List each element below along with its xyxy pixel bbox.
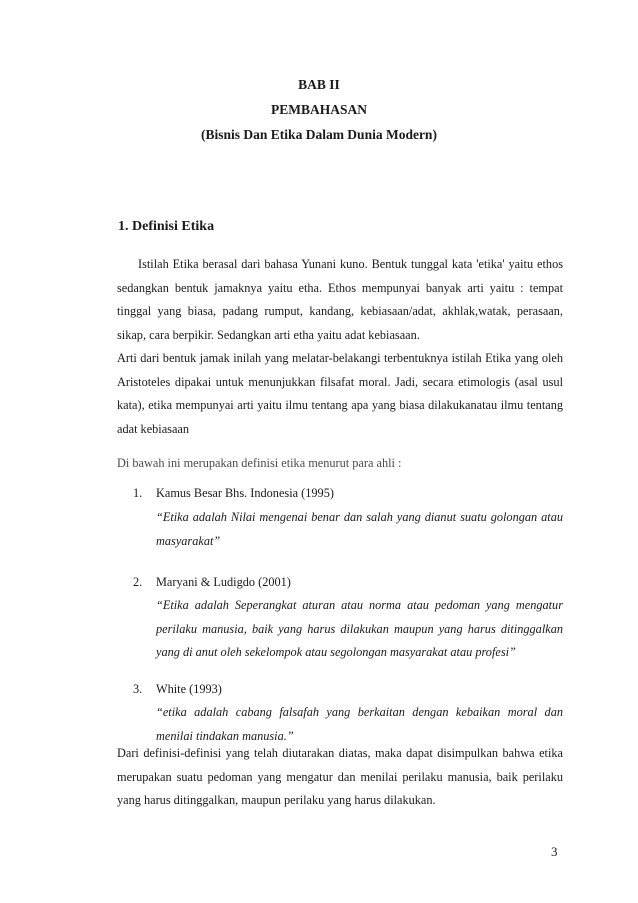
chapter-label: BAB II bbox=[298, 77, 340, 92]
paragraph-plural-form: Arti dari bentuk jamak inilah yang melatar-belakangi terbentuknya istilah Etika yang oleh Aristoteles dipakai untuk menunjukkan filsafat moral. Jadi, secara etimologis (asal usul kata), etika mempunyai arti yaitu ilmu tentang apa yang biasa dilakukanatau ilmu tentang adat kebiasaan bbox=[117, 351, 563, 436]
definition-quote: “Etika adalah Seperangkat aturan atau norma atau pedoman yang mengatur perilaku manusia, baik yang harus dilakukan maupun yang harus ditinggalkan yang di anut oleh sekelompok atau segolongan masyarakat atau profesi” bbox=[156, 598, 563, 659]
section-subtitle: (Bisnis Dan Etika Dalam Dunia Modern) bbox=[201, 127, 437, 142]
definition-source: Kamus Besar Bhs. Indonesia (1995) bbox=[156, 486, 334, 500]
paragraph-conclusion: Dari definisi-definisi yang telah diutarakan diatas, maka dapat disimpulkan bahwa etika merupakan suatu pedoman yang mengatur dan menilai perilaku manusia, baik perilaku yang harus ditinggalkan, maupun perilaku yang harus dilakukan. bbox=[117, 746, 563, 807]
definition-quote: “etika adalah cabang falsafah yang berkaitan dengan kebaikan moral dan menilai tindakan manusia.” bbox=[156, 705, 563, 743]
definition-quote: “Etika adalah Nilai mengenai benar dan salah yang dianut suatu golongan atau masyarakat” bbox=[156, 510, 563, 548]
paragraph-etymology: Istilah Etika berasal dari bahasa Yunani kuno. Bentuk tunggal kata 'etika' yaitu ethos sedangkan bentuk jamaknya yaitu etha. Ethos mempunyai banyak arti yaitu : tempat tinggal yang biasa, padang rumput, kandang, kebiasaan/adat, akhlak,watak, perasaan, sikap, cara berpikir. Sedangkan arti etha yaitu adat kebiasaan. bbox=[117, 257, 563, 342]
page-number: 3 bbox=[551, 844, 558, 859]
list-item-number: 2. bbox=[133, 575, 143, 589]
definition-source: White (1993) bbox=[156, 682, 222, 696]
section-title: PEMBAHASAN bbox=[270, 102, 367, 117]
definition-source: Maryani & Ludigdo (2001) bbox=[156, 575, 291, 589]
list-item-number: 3. bbox=[133, 682, 143, 696]
intro-text: Di bawah ini merupakan definisi etika menurut para ahli : bbox=[117, 456, 402, 470]
subsection-heading: 1. Definisi Etika bbox=[118, 219, 215, 234]
list-item-number: 1. bbox=[133, 486, 143, 500]
